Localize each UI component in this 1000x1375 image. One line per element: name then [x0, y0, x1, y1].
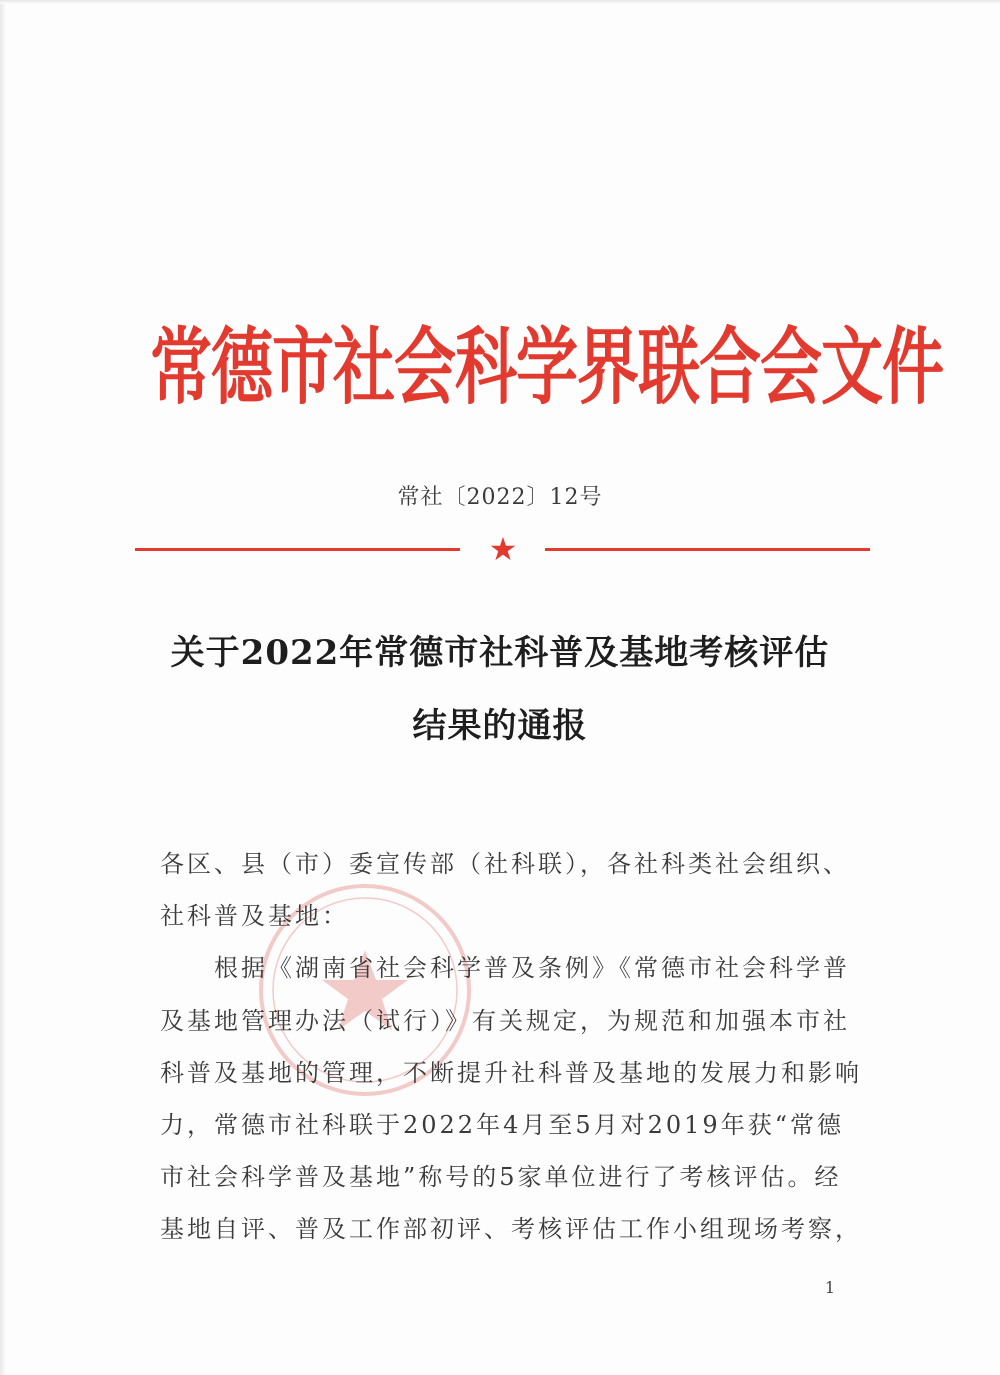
- body-line: 各区、县（市）委宣传部（社科联），各社科类社会组织、: [160, 850, 850, 878]
- star-icon: ★: [488, 530, 518, 568]
- divider-line-left: [135, 548, 460, 551]
- divider-line-right: [545, 548, 870, 551]
- body-line: 社科普及基地：: [160, 902, 349, 930]
- body-line: 市社会科学普及基地”称号的5家单位进行了考核评估。经: [160, 1163, 842, 1191]
- document-header-title: 常德市社会科学界联合会文件: [150, 317, 944, 417]
- scan-edge: [0, 0, 1000, 4]
- scan-edge: [0, 0, 6, 1375]
- body-line: 科普及基地的管理，不断提升社科普及基地的发展力和影响: [160, 1059, 862, 1087]
- document-number: 常社〔2022〕12号: [397, 485, 603, 510]
- body-line: 及基地管理办法（试行）》有关规定，为规范和加强本市社: [160, 1007, 850, 1035]
- page-number: 1: [824, 1278, 836, 1297]
- header-divider: [135, 530, 870, 568]
- body-line: 力，常德市社科联于2022年4月至5月对2019年获“常德: [160, 1111, 844, 1139]
- notice-title-line2: 结果的通报: [412, 706, 588, 746]
- body-line: 根据《湖南省社会科学普及条例》《常德市社会科学普: [160, 954, 850, 982]
- notice-title-line1: 关于2022年常德市社科普及基地考核评估: [170, 633, 830, 673]
- body-line: 基地自评、普及工作部初评、考核评估工作小组现场考察，: [160, 1215, 862, 1243]
